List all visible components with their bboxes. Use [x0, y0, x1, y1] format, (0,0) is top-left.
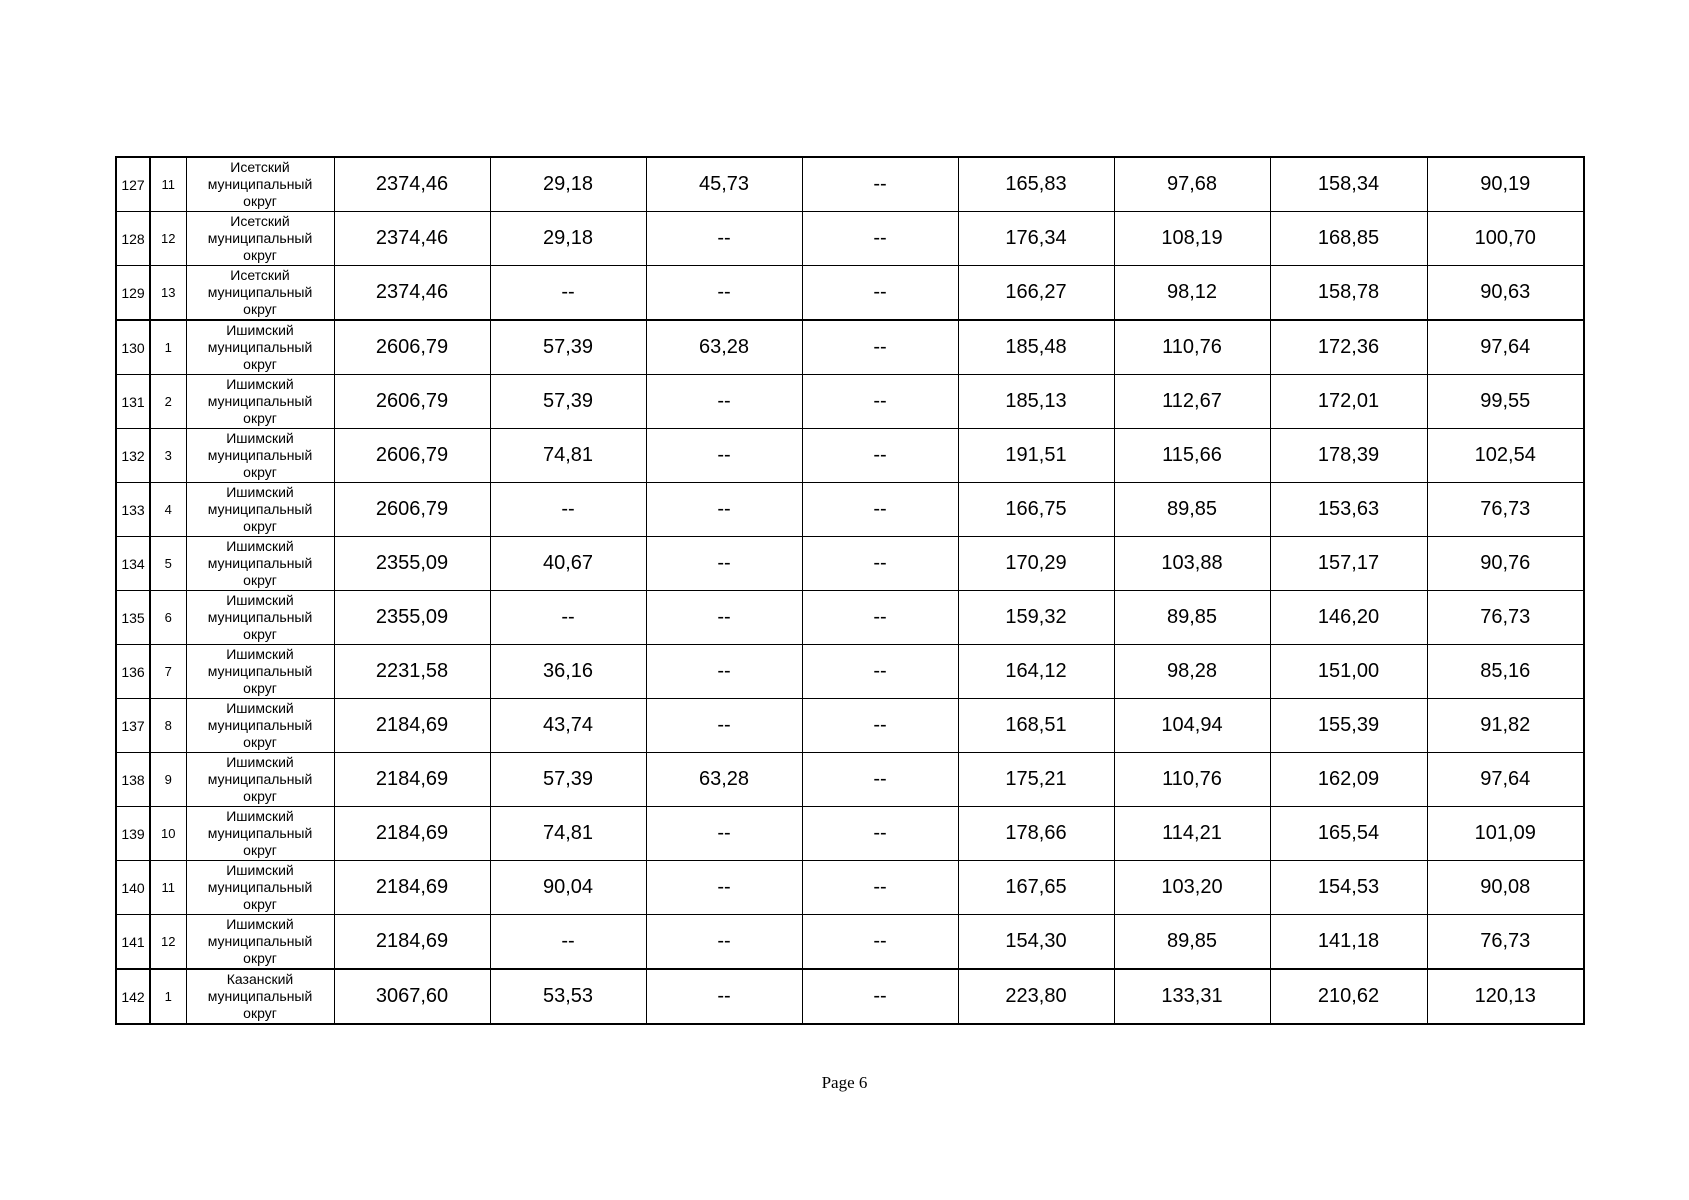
district-name-line: муниципальный	[207, 555, 313, 571]
table-row	[116, 807, 1584, 861]
table-row	[116, 915, 1584, 970]
value-cell: 99,55	[1427, 375, 1584, 429]
district-name-cell	[186, 320, 334, 375]
district-name-line: Ишимский	[226, 916, 294, 932]
value-cell: 112,67	[1114, 375, 1270, 429]
value-cell: 90,19	[1427, 157, 1584, 212]
value-cell: 108,19	[1114, 212, 1270, 266]
local-number-cell: 6	[150, 591, 186, 645]
value-cell: 153,63	[1270, 483, 1427, 537]
row-number-cell: 139	[116, 807, 150, 861]
value-cell: 91,82	[1427, 699, 1584, 753]
district-name-line: округ	[243, 301, 277, 317]
value-cell: --	[646, 969, 802, 1024]
district-name-cell	[186, 266, 334, 321]
local-number-cell: 13	[150, 266, 186, 321]
district-name-cell	[186, 753, 334, 807]
value-cell: --	[802, 157, 958, 212]
value-cell: 191,51	[958, 429, 1114, 483]
district-name-line: муниципальный	[207, 933, 313, 949]
district-name-cell	[186, 969, 334, 1024]
district-name-line: округ	[243, 626, 277, 642]
district-name-cell	[186, 807, 334, 861]
value-cell: 168,85	[1270, 212, 1427, 266]
value-cell: --	[490, 915, 646, 970]
district-name-line: муниципальный	[207, 879, 313, 895]
district-name-line: Исетский	[230, 213, 290, 229]
value-cell: 43,74	[490, 699, 646, 753]
local-number-cell: 1	[150, 320, 186, 375]
value-cell: 162,09	[1270, 753, 1427, 807]
district-name-line: округ	[243, 896, 277, 912]
local-number-cell: 7	[150, 645, 186, 699]
district-name-cell	[186, 483, 334, 537]
value-cell: 133,31	[1114, 969, 1270, 1024]
district-name-line: округ	[243, 247, 277, 263]
value-cell: 90,04	[490, 861, 646, 915]
district-name-cell	[186, 375, 334, 429]
district-name-line: округ	[243, 410, 277, 426]
value-cell: 210,62	[1270, 969, 1427, 1024]
value-cell: --	[802, 969, 958, 1024]
row-number-cell: 133	[116, 483, 150, 537]
district-name-line: Ишимский	[226, 376, 294, 392]
local-number-cell: 11	[150, 861, 186, 915]
value-cell: 114,21	[1114, 807, 1270, 861]
local-number-cell: 1	[150, 969, 186, 1024]
value-cell: 36,16	[490, 645, 646, 699]
value-cell: 2184,69	[334, 861, 490, 915]
value-cell: 45,73	[646, 157, 802, 212]
table-row	[116, 537, 1584, 591]
value-cell: 164,12	[958, 645, 1114, 699]
table-row	[116, 699, 1584, 753]
value-cell: 120,13	[1427, 969, 1584, 1024]
table-row	[116, 591, 1584, 645]
value-cell: 90,63	[1427, 266, 1584, 321]
value-cell: 103,20	[1114, 861, 1270, 915]
district-name-line: муниципальный	[207, 609, 313, 625]
value-cell: 89,85	[1114, 483, 1270, 537]
local-number-cell: 4	[150, 483, 186, 537]
district-name-line: округ	[243, 464, 277, 480]
value-cell: 76,73	[1427, 915, 1584, 970]
local-number-cell: 10	[150, 807, 186, 861]
value-cell: 2374,46	[334, 157, 490, 212]
value-cell: --	[802, 266, 958, 321]
local-number-cell: 9	[150, 753, 186, 807]
local-number-cell: 12	[150, 212, 186, 266]
value-cell: 115,66	[1114, 429, 1270, 483]
district-name-cell	[186, 429, 334, 483]
local-number-cell: 11	[150, 157, 186, 212]
district-name-line: Ишимский	[226, 322, 294, 338]
district-name-line: округ	[243, 734, 277, 750]
value-cell: --	[802, 429, 958, 483]
district-name-line: Ишимский	[226, 646, 294, 662]
district-name-line: Ишимский	[226, 538, 294, 554]
value-cell: 57,39	[490, 320, 646, 375]
local-number-cell: 5	[150, 537, 186, 591]
value-cell: 100,70	[1427, 212, 1584, 266]
value-cell: 165,83	[958, 157, 1114, 212]
value-cell: 155,39	[1270, 699, 1427, 753]
value-cell: 178,39	[1270, 429, 1427, 483]
value-cell: --	[646, 375, 802, 429]
district-name-cell	[186, 157, 334, 212]
district-name-line: округ	[243, 518, 277, 534]
district-name-line: Ишимский	[226, 862, 294, 878]
value-cell: --	[802, 861, 958, 915]
local-number-cell: 2	[150, 375, 186, 429]
row-number-cell: 135	[116, 591, 150, 645]
district-name-line: муниципальный	[207, 717, 313, 733]
value-cell: --	[646, 266, 802, 321]
value-cell: 97,64	[1427, 753, 1584, 807]
value-cell: --	[646, 645, 802, 699]
value-cell: 2184,69	[334, 753, 490, 807]
district-name-line: Ишимский	[226, 700, 294, 716]
value-cell: 2606,79	[334, 483, 490, 537]
value-cell: 170,29	[958, 537, 1114, 591]
district-name-line: округ	[243, 1005, 277, 1021]
district-name-line: муниципальный	[207, 501, 313, 517]
value-cell: 3067,60	[334, 969, 490, 1024]
value-cell: 146,20	[1270, 591, 1427, 645]
district-name-line: муниципальный	[207, 825, 313, 841]
value-cell: --	[646, 915, 802, 970]
value-cell: 90,76	[1427, 537, 1584, 591]
value-cell: 103,88	[1114, 537, 1270, 591]
table-row	[116, 429, 1584, 483]
table-row	[116, 320, 1584, 375]
district-name-line: округ	[243, 572, 277, 588]
district-name-line: округ	[243, 788, 277, 804]
value-cell: --	[646, 591, 802, 645]
value-cell: 104,94	[1114, 699, 1270, 753]
row-number-cell: 130	[116, 320, 150, 375]
value-cell: --	[802, 375, 958, 429]
value-cell: 178,66	[958, 807, 1114, 861]
value-cell: 176,34	[958, 212, 1114, 266]
page-number: Page 6	[821, 1073, 868, 1092]
value-cell: 154,30	[958, 915, 1114, 970]
district-name-line: Ишимский	[226, 430, 294, 446]
value-cell: 2606,79	[334, 320, 490, 375]
value-cell: 185,48	[958, 320, 1114, 375]
value-cell: --	[802, 915, 958, 970]
value-cell: 2355,09	[334, 591, 490, 645]
value-cell: 85,16	[1427, 645, 1584, 699]
tariff-table	[115, 156, 1585, 1025]
table-row	[116, 375, 1584, 429]
row-number-cell: 129	[116, 266, 150, 321]
local-number-cell: 8	[150, 699, 186, 753]
district-name-line: муниципальный	[207, 447, 313, 463]
value-cell: 151,00	[1270, 645, 1427, 699]
value-cell: --	[490, 266, 646, 321]
value-cell: 2355,09	[334, 537, 490, 591]
value-cell: 102,54	[1427, 429, 1584, 483]
value-cell: 97,64	[1427, 320, 1584, 375]
value-cell: 185,13	[958, 375, 1114, 429]
value-cell: 154,53	[1270, 861, 1427, 915]
value-cell: 98,12	[1114, 266, 1270, 321]
local-number-cell: 12	[150, 915, 186, 970]
value-cell: --	[802, 645, 958, 699]
value-cell: 2606,79	[334, 375, 490, 429]
value-cell: --	[646, 537, 802, 591]
value-cell: --	[490, 591, 646, 645]
table-body	[116, 157, 1584, 1024]
value-cell: 141,18	[1270, 915, 1427, 970]
value-cell: 110,76	[1114, 753, 1270, 807]
row-number-cell: 142	[116, 969, 150, 1024]
district-name-line: Ишимский	[226, 592, 294, 608]
row-number-cell: 127	[116, 157, 150, 212]
value-cell: 110,76	[1114, 320, 1270, 375]
district-name-cell	[186, 861, 334, 915]
table-row	[116, 753, 1584, 807]
value-cell: --	[802, 320, 958, 375]
value-cell: --	[802, 212, 958, 266]
district-name-cell	[186, 591, 334, 645]
district-name-line: округ	[243, 950, 277, 966]
district-name-cell	[186, 645, 334, 699]
value-cell: --	[646, 429, 802, 483]
value-cell: 159,32	[958, 591, 1114, 645]
value-cell: 2374,46	[334, 212, 490, 266]
table-row	[116, 212, 1584, 266]
row-number-cell: 138	[116, 753, 150, 807]
value-cell: 165,54	[1270, 807, 1427, 861]
value-cell: 2231,58	[334, 645, 490, 699]
value-cell: --	[802, 483, 958, 537]
district-name-line: Ишимский	[226, 808, 294, 824]
table-row	[116, 645, 1584, 699]
district-name-line: муниципальный	[207, 771, 313, 787]
district-name-cell	[186, 699, 334, 753]
value-cell: 2184,69	[334, 699, 490, 753]
table-row	[116, 861, 1584, 915]
value-cell: --	[646, 807, 802, 861]
value-cell: 175,21	[958, 753, 1114, 807]
value-cell: 223,80	[958, 969, 1114, 1024]
table-row	[116, 266, 1584, 321]
value-cell: 98,28	[1114, 645, 1270, 699]
district-name-line: муниципальный	[207, 393, 313, 409]
row-number-cell: 131	[116, 375, 150, 429]
district-name-line: Исетский	[230, 267, 290, 283]
value-cell: 158,34	[1270, 157, 1427, 212]
district-name-line: муниципальный	[207, 339, 313, 355]
district-name-line: округ	[243, 193, 277, 209]
row-number-cell: 140	[116, 861, 150, 915]
value-cell: 74,81	[490, 429, 646, 483]
table-row	[116, 483, 1584, 537]
district-name-cell	[186, 537, 334, 591]
district-name-line: муниципальный	[207, 176, 313, 192]
value-cell: --	[802, 591, 958, 645]
value-cell: 172,01	[1270, 375, 1427, 429]
value-cell: 29,18	[490, 212, 646, 266]
value-cell: 2606,79	[334, 429, 490, 483]
value-cell: 40,67	[490, 537, 646, 591]
value-cell: --	[490, 483, 646, 537]
row-number-cell: 137	[116, 699, 150, 753]
row-number-cell: 134	[116, 537, 150, 591]
value-cell: 76,73	[1427, 591, 1584, 645]
value-cell: 63,28	[646, 753, 802, 807]
district-name-line: муниципальный	[207, 230, 313, 246]
district-name-line: муниципальный	[207, 663, 313, 679]
value-cell: --	[646, 699, 802, 753]
value-cell: 57,39	[490, 375, 646, 429]
district-name-line: муниципальный	[207, 284, 313, 300]
value-cell: 2374,46	[334, 266, 490, 321]
value-cell: 101,09	[1427, 807, 1584, 861]
row-number-cell: 132	[116, 429, 150, 483]
district-name-line: округ	[243, 356, 277, 372]
value-cell: 74,81	[490, 807, 646, 861]
value-cell: --	[646, 483, 802, 537]
value-cell: --	[802, 699, 958, 753]
table-row	[116, 157, 1584, 212]
value-cell: --	[646, 861, 802, 915]
district-name-line: округ	[243, 680, 277, 696]
value-cell: 53,53	[490, 969, 646, 1024]
district-name-line: Казанский	[226, 971, 294, 987]
value-cell: --	[802, 753, 958, 807]
value-cell: 2184,69	[334, 807, 490, 861]
value-cell: 166,75	[958, 483, 1114, 537]
district-name-line: Ишимский	[226, 484, 294, 500]
value-cell: 63,28	[646, 320, 802, 375]
district-name-line: Ишимский	[226, 754, 294, 770]
value-cell: 90,08	[1427, 861, 1584, 915]
row-number-cell: 141	[116, 915, 150, 970]
value-cell: 168,51	[958, 699, 1114, 753]
value-cell: --	[802, 807, 958, 861]
value-cell: 166,27	[958, 266, 1114, 321]
value-cell: 158,78	[1270, 266, 1427, 321]
value-cell: 172,36	[1270, 320, 1427, 375]
value-cell: 57,39	[490, 753, 646, 807]
value-cell: 97,68	[1114, 157, 1270, 212]
value-cell: 2184,69	[334, 915, 490, 970]
district-name-line: муниципальный	[207, 988, 313, 1004]
district-name-line: округ	[243, 842, 277, 858]
value-cell: 89,85	[1114, 591, 1270, 645]
value-cell: 29,18	[490, 157, 646, 212]
local-number-cell: 3	[150, 429, 186, 483]
value-cell: --	[646, 212, 802, 266]
district-name-line: Исетский	[230, 159, 290, 175]
value-cell: 157,17	[1270, 537, 1427, 591]
value-cell: 76,73	[1427, 483, 1584, 537]
value-cell: --	[802, 537, 958, 591]
district-name-cell	[186, 915, 334, 970]
table-row	[116, 969, 1584, 1024]
value-cell: 89,85	[1114, 915, 1270, 970]
row-number-cell: 128	[116, 212, 150, 266]
value-cell: 167,65	[958, 861, 1114, 915]
row-number-cell: 136	[116, 645, 150, 699]
district-name-cell	[186, 212, 334, 266]
